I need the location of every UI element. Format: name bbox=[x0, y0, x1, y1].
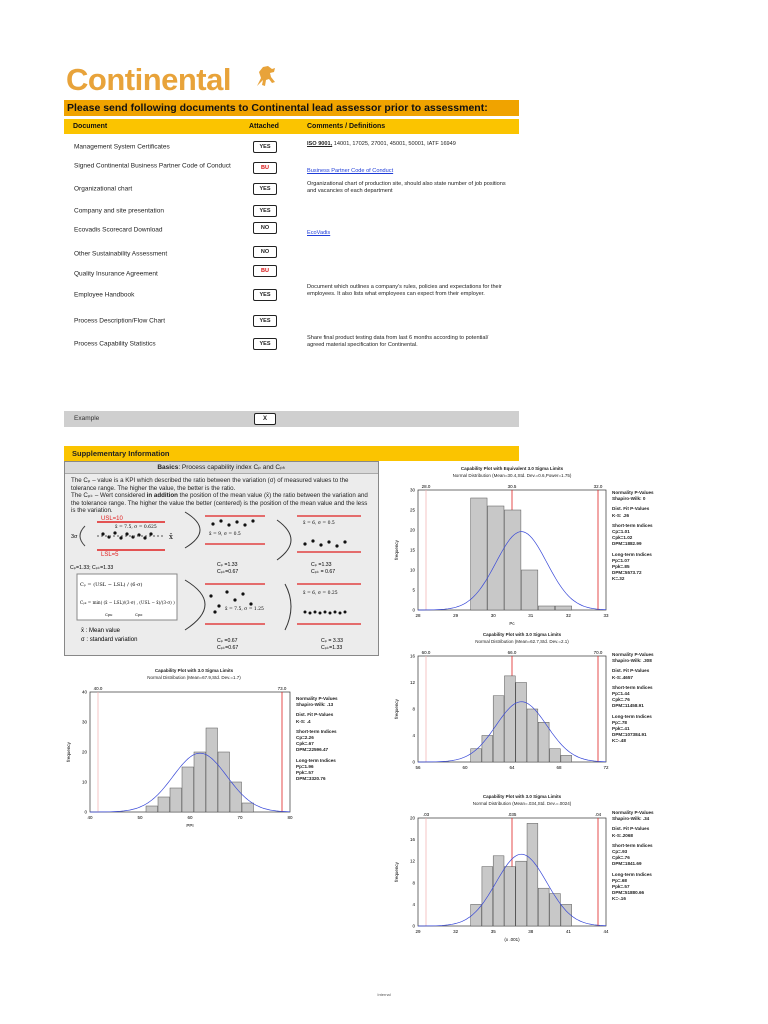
histogram-bar bbox=[482, 736, 493, 763]
sigma-label: 3σ bbox=[71, 534, 78, 540]
stat-line: DPM=1841.69 bbox=[612, 861, 642, 867]
spec-label: 60.0 bbox=[421, 650, 431, 655]
stat-line: Shapiro-Wilk: .34 bbox=[612, 816, 650, 822]
stat-line: Cpk=1.02 bbox=[612, 535, 633, 541]
chart-plot bbox=[392, 808, 612, 946]
diagram-case-5 bbox=[285, 584, 361, 651]
row-document: Other Sustainability Assessment bbox=[74, 250, 168, 258]
ecovadis-link[interactable]: EcoVadis bbox=[307, 230, 331, 236]
cpk4-label: Cₚₖ=0.67 bbox=[217, 645, 239, 651]
example-badge[interactable]: X bbox=[254, 413, 276, 425]
histogram-bar bbox=[504, 510, 520, 610]
stat-line: Normality P-Values bbox=[612, 490, 654, 495]
y-tick-label: 12 bbox=[409, 680, 415, 685]
histogram-bar bbox=[538, 606, 554, 610]
stat-line: Dist. Fit P-Values bbox=[612, 506, 650, 512]
histogram-bar bbox=[521, 570, 537, 610]
stat-line: K-S:.2068 bbox=[612, 832, 633, 838]
status-badge[interactable]: BU bbox=[253, 162, 277, 174]
legend-mean: x̄ : Mean value bbox=[81, 628, 121, 634]
stat-line: Short-term Indices bbox=[612, 522, 653, 528]
stat-line: DPM=11458.91 bbox=[612, 703, 644, 709]
cp2-label: Cₚ =1.33 bbox=[217, 562, 238, 568]
histogram-bar bbox=[504, 867, 515, 926]
table-row bbox=[64, 159, 519, 177]
spec-label: .04 bbox=[594, 812, 602, 817]
y-tick-label: 20 bbox=[409, 527, 415, 533]
y-tick-label: 0 bbox=[84, 809, 87, 815]
x-tick-label: 32 bbox=[453, 929, 459, 934]
para2-a: The Cₚₖ – Wert considered bbox=[71, 492, 147, 500]
basics-panel bbox=[64, 461, 379, 656]
stat-line: K-S: .4 bbox=[296, 718, 311, 724]
row-document: Employee Handbook bbox=[74, 291, 135, 299]
table-row bbox=[64, 221, 519, 239]
stat-line: Shapiro-Wilk: 0 bbox=[612, 496, 646, 502]
x-axis-label: PPI bbox=[186, 823, 194, 828]
status-badge[interactable]: YES bbox=[253, 183, 277, 195]
cpk2-label: Cₚₖ=0.67 bbox=[217, 569, 239, 575]
spec-label: 70.0 bbox=[593, 650, 603, 655]
chart-title: Capability Plot with Equivalent 3.0 Sigma Limits bbox=[460, 466, 564, 471]
stat-line: Ppk=.41 bbox=[612, 726, 630, 732]
y-axis-label: frequency bbox=[394, 699, 399, 719]
spec-label: 32.0 bbox=[593, 484, 603, 489]
capability-diagram bbox=[65, 506, 378, 656]
y-tick-label: 16 bbox=[409, 837, 415, 843]
chart-plot bbox=[64, 682, 296, 832]
table-row bbox=[64, 138, 519, 156]
case2-label: x̄ = 9, σ = 0.5 bbox=[209, 532, 241, 537]
cp4-label: Cₚ =0.67 bbox=[217, 638, 238, 644]
basics-para-1: The Cₚ – value is a KPI which described the ratio between the variation (σ) of measured values to the tolerance range. The higher the value, the better is the ratio. bbox=[71, 477, 349, 492]
spec-label: 40.0 bbox=[93, 686, 103, 691]
row-document: Management System Certificates bbox=[74, 143, 170, 151]
y-tick-label: 40 bbox=[81, 689, 87, 695]
histogram-bar bbox=[493, 696, 504, 762]
diagram-case-1 bbox=[70, 516, 173, 571]
cpu-label: Cpu bbox=[105, 612, 113, 617]
y-tick-label: 8 bbox=[412, 706, 415, 712]
cp5-label: Cₚ = 3.33 bbox=[321, 638, 343, 644]
y-axis-label: frequency bbox=[394, 540, 399, 560]
chart-plot bbox=[392, 480, 612, 630]
stat-line: Pp=.78 bbox=[612, 719, 627, 725]
diagram-case-2 bbox=[185, 512, 265, 575]
stat-line: K=.32 bbox=[612, 576, 625, 582]
cp3-label: Cₚ =1.33 bbox=[311, 562, 332, 568]
x-tick-label: 38 bbox=[528, 929, 534, 934]
y-axis-label: frequency bbox=[66, 742, 71, 762]
status-badge[interactable]: YES bbox=[253, 205, 277, 217]
x-tick-label: 72 bbox=[603, 765, 609, 770]
para2-bold: in addition bbox=[146, 492, 178, 500]
histogram-bar bbox=[488, 506, 504, 610]
formula-cp: Cₚ = (USL − LSL) / (6·σ) bbox=[80, 582, 143, 588]
chart-plot bbox=[392, 646, 612, 782]
histogram-bar bbox=[538, 888, 549, 926]
usl-label: USL=10 bbox=[101, 516, 123, 522]
row-document: Quality Insurance Agreement bbox=[74, 270, 158, 278]
row-comment: Share final product testing data from last 6 months according to potential/ agreed material specification for Continental. bbox=[307, 335, 489, 349]
y-tick-label: 30 bbox=[81, 719, 87, 725]
y-tick-label: 25 bbox=[409, 507, 415, 513]
row-comment: Document which outlines a company's rules, policies and expectations for their employees. It also lists what employees can expect from their employer. bbox=[307, 284, 502, 298]
status-badge[interactable]: YES bbox=[253, 338, 277, 350]
histogram-bar bbox=[555, 606, 571, 610]
stat-line: Cp=.93 bbox=[612, 849, 628, 855]
x-tick-label: 56 bbox=[415, 765, 421, 770]
code-of-conduct-link[interactable]: Business Partner Code of Conduct bbox=[307, 168, 394, 174]
x-axis-label: (x .001) bbox=[504, 937, 520, 942]
x-tick-label: 35 bbox=[490, 929, 496, 934]
histogram-bar bbox=[146, 806, 158, 812]
stat-line: Pp=1.44 bbox=[612, 691, 630, 697]
case4-label: x̄ = 7.5, σ = 1.25 bbox=[225, 607, 264, 612]
basics-title-bold: Basics bbox=[157, 464, 179, 471]
chart-stats bbox=[612, 810, 654, 903]
cp1-label: Cₚ=1.33; Cₚₖ=1.33 bbox=[70, 565, 114, 571]
chart-stats bbox=[296, 696, 338, 782]
histogram-bar bbox=[561, 904, 572, 926]
xbar-label: x̄ bbox=[169, 533, 173, 541]
spec-label: .03 bbox=[422, 812, 430, 817]
histogram-bar bbox=[527, 709, 538, 762]
y-tick-label: 10 bbox=[81, 779, 87, 785]
header-document: Document bbox=[73, 123, 108, 130]
cpo-label: Cpo bbox=[135, 612, 143, 617]
stat-line: Dist. Fit P-Values bbox=[296, 712, 334, 718]
row-document: Process Capability Statistics bbox=[74, 340, 156, 348]
histogram-bar bbox=[182, 767, 194, 812]
stat-line: Long-term Indices bbox=[612, 871, 652, 877]
histogram-bar bbox=[504, 676, 515, 762]
header-attached: Attached bbox=[249, 123, 279, 130]
row-comment bbox=[307, 141, 507, 148]
capability-chart-4 bbox=[392, 794, 692, 944]
iso-label: ISO 9001, bbox=[307, 141, 333, 147]
x-tick-label: 80 bbox=[287, 815, 293, 820]
chart-subtitle: Normal Distribution (Mean=62.7,Std. Dev.=2.1) bbox=[475, 639, 569, 644]
brand-name: Continental bbox=[66, 62, 231, 97]
status-badge[interactable]: YES bbox=[253, 315, 277, 327]
x-tick-label: 64 bbox=[509, 765, 515, 770]
x-tick-label: 33 bbox=[603, 613, 609, 618]
y-tick-label: 12 bbox=[409, 858, 415, 864]
row-comment: Organizational chart of production site, should also state number of job positions and vacancies of each department bbox=[307, 181, 506, 195]
x-tick-label: 31 bbox=[528, 613, 534, 618]
status-badge[interactable]: YES bbox=[253, 141, 277, 153]
chart-title: Capability Plot with 3.0 Sigma Limits bbox=[482, 632, 562, 637]
header-comments: Comments / Definitions bbox=[307, 123, 386, 130]
capability-chart-2 bbox=[64, 668, 380, 832]
table-row bbox=[64, 334, 519, 352]
table-row bbox=[64, 284, 519, 302]
x-tick-label: 41 bbox=[565, 929, 571, 934]
stat-line: Cp=1.01 bbox=[612, 529, 630, 535]
continental-logo bbox=[66, 62, 286, 98]
histogram-bar bbox=[230, 782, 242, 812]
row-document: Company and site presentation bbox=[74, 207, 164, 215]
example-row bbox=[64, 411, 519, 427]
histogram-bar bbox=[550, 894, 561, 926]
table-row bbox=[64, 180, 519, 198]
x-axis-label: Pc bbox=[509, 621, 515, 626]
y-tick-label: 20 bbox=[81, 749, 87, 755]
histogram-bar bbox=[158, 797, 170, 812]
stat-line: Shapiro-Wilk: .13 bbox=[296, 702, 334, 708]
stat-line: Normality P-Values bbox=[296, 696, 338, 701]
row-document: Ecovadis Scorecard Download bbox=[74, 226, 163, 234]
footer-classification: Internal bbox=[377, 992, 391, 997]
chart-subtitle: Normal Distribution (Mean=30.4,Std. Dev.=0.6,Power=1.75) bbox=[452, 473, 572, 478]
x-tick-label: 44 bbox=[603, 929, 609, 934]
stat-line: Cpk=.67 bbox=[296, 741, 314, 747]
stat-line: K=-.48 bbox=[612, 738, 626, 744]
row-comment-text: 14001, 17025, 27001, 45001, 50001, IATF 16949 bbox=[332, 141, 456, 147]
basics-title bbox=[65, 462, 378, 474]
legend-sigma: σ : standard variation bbox=[81, 637, 138, 643]
x-tick-label: 60 bbox=[187, 815, 193, 820]
stat-line: DPM=1882.99 bbox=[612, 541, 642, 547]
x-tick-label: 40 bbox=[87, 815, 93, 820]
y-tick-label: 0 bbox=[412, 923, 415, 929]
histogram-bar bbox=[516, 861, 527, 926]
table-row bbox=[64, 202, 519, 220]
stat-line: Cpk=.76 bbox=[612, 697, 630, 703]
table-row bbox=[64, 312, 519, 330]
y-tick-label: 8 bbox=[412, 880, 415, 886]
stat-line: Pp=1.96 bbox=[296, 763, 314, 769]
stat-line: Long-term Indices bbox=[296, 757, 336, 763]
stat-line: Cp=2.26 bbox=[296, 735, 314, 741]
stat-line: Pp=1.07 bbox=[612, 557, 630, 563]
stat-line: K-S: .26 bbox=[612, 512, 630, 518]
chart-subtitle: Normal Distribution (Mean=67.9,Std. Dev.=1.7) bbox=[147, 675, 241, 680]
stat-line: Long-term Indices bbox=[612, 713, 652, 719]
row-document: Signed Continental Business Partner Code of Conduct bbox=[74, 162, 231, 170]
x-tick-label: 50 bbox=[137, 815, 143, 820]
status-badge[interactable]: NO bbox=[253, 246, 277, 258]
x-tick-label: 30 bbox=[490, 613, 496, 618]
spec-label: .035 bbox=[507, 812, 517, 817]
basics-title-text: : Process capability index Cₚ and Cₚₖ bbox=[178, 464, 286, 471]
histogram-bar bbox=[194, 752, 206, 812]
histogram-bar bbox=[218, 752, 230, 812]
example-label: Example bbox=[74, 415, 100, 422]
chart-stats bbox=[612, 490, 654, 583]
x-tick-label: 32 bbox=[565, 613, 571, 618]
y-tick-label: 4 bbox=[412, 901, 415, 907]
y-tick-label: 0 bbox=[412, 607, 415, 613]
stat-line: Normality P-Values bbox=[612, 652, 654, 657]
chart-subtitle: Normal Distribution (Mean=.034,Std. Dev.=.0024) bbox=[472, 801, 572, 806]
stat-line: Cpk=.76 bbox=[612, 855, 630, 861]
capability-chart-1 bbox=[392, 466, 662, 626]
y-tick-label: 15 bbox=[409, 547, 415, 553]
histogram-bar bbox=[550, 749, 561, 762]
formula-cpk: Cₚₖ = min( (x̄ − LSL)/(3·σ) , (USL − x̄)/(3·σ) ) bbox=[80, 600, 175, 605]
cpk3-label: Cₚₖ = 0.67 bbox=[311, 569, 336, 575]
formula-box bbox=[77, 574, 177, 643]
histogram-bar bbox=[516, 683, 527, 763]
y-tick-label: 0 bbox=[412, 759, 415, 765]
supplementary-heading: Supplementary Information bbox=[64, 446, 519, 461]
y-tick-label: 4 bbox=[412, 733, 415, 738]
stat-line: DPM=107384.91 bbox=[612, 732, 647, 738]
histogram-bar bbox=[206, 728, 218, 812]
histogram-bar bbox=[538, 722, 549, 762]
status-badge[interactable]: BU bbox=[253, 265, 277, 277]
case3-label: x̄ = 6, σ = 0.5 bbox=[303, 521, 335, 526]
case1-label: x̄ = 7.5, σ = 0.625 bbox=[115, 525, 157, 530]
stat-line: DPM=5573.72 bbox=[612, 570, 642, 576]
histogram-bar bbox=[561, 755, 572, 762]
stat-line: Dist. Fit P-Values bbox=[612, 668, 650, 674]
x-tick-label: 29 bbox=[415, 929, 421, 934]
stat-line: Short-term Indices bbox=[296, 728, 337, 734]
stat-line: Normality P-Values bbox=[612, 810, 654, 815]
x-tick-label: 29 bbox=[453, 613, 459, 618]
histogram-bar bbox=[527, 823, 538, 926]
diagram-case-3 bbox=[277, 516, 361, 575]
histogram-bar bbox=[471, 498, 487, 610]
y-tick-label: 20 bbox=[409, 815, 415, 821]
stat-line: Pp=.68 bbox=[612, 877, 627, 883]
x-tick-label: 70 bbox=[237, 815, 243, 820]
y-tick-label: 16 bbox=[409, 653, 415, 659]
spec-label: 28.0 bbox=[421, 484, 431, 489]
spec-label: 66.0 bbox=[507, 650, 517, 655]
chart-stats bbox=[612, 652, 654, 745]
histogram-bar bbox=[242, 803, 254, 812]
y-tick-label: 10 bbox=[409, 567, 415, 573]
y-tick-label: 5 bbox=[412, 587, 415, 593]
stat-line: K=-.16 bbox=[612, 896, 626, 902]
stat-line: Shapiro-Wilk: .308 bbox=[612, 658, 652, 664]
stat-line: Short-term Indices bbox=[612, 842, 653, 848]
stat-line: DPM=51880.66 bbox=[612, 890, 645, 896]
status-badge[interactable]: NO bbox=[253, 222, 277, 234]
stat-line: DPM=22596.47 bbox=[296, 747, 329, 753]
diagram-case-4 bbox=[185, 580, 265, 651]
table-row bbox=[64, 263, 519, 281]
stat-line: Ppk=.57 bbox=[296, 770, 314, 776]
lsl-label: LSL=5 bbox=[101, 552, 119, 558]
row-document: Organizational chart bbox=[74, 185, 133, 193]
chart-title: Capability Plot with 3.0 Sigma Limits bbox=[482, 794, 562, 799]
x-tick-label: 28 bbox=[415, 613, 421, 618]
histogram-bar bbox=[493, 856, 504, 926]
capability-chart-3 bbox=[392, 632, 692, 780]
spec-label: 30.5 bbox=[507, 484, 517, 489]
y-tick-label: 30 bbox=[409, 487, 415, 493]
row-document: Process Description/Flow Chart bbox=[74, 317, 166, 325]
stat-line: DPM=3320.76 bbox=[296, 776, 326, 782]
table-header bbox=[64, 119, 519, 134]
table-row bbox=[64, 243, 519, 261]
stat-line: Long-term Indices bbox=[612, 551, 652, 557]
para2-b: the position of the mean value (x̄) the ratio between the variation and the tolerance range. The higher the value the better (centered) is the position of the mean value and the less is the variation. bbox=[71, 492, 368, 515]
stat-line: Ppk=.57 bbox=[612, 884, 630, 890]
histogram-bar bbox=[471, 749, 482, 762]
chart-title: Capability Plot with 3.0 Sigma Limits bbox=[154, 668, 234, 673]
stat-line: Dist. Fit P-Values bbox=[612, 826, 650, 832]
x-tick-label: 60 bbox=[462, 765, 468, 770]
stat-line: Short-term Indices bbox=[612, 684, 653, 690]
cpk5-label: Cₚₖ=1.33 bbox=[321, 645, 343, 651]
stat-line: K-S:.4657 bbox=[612, 674, 633, 680]
x-tick-label: 68 bbox=[556, 765, 562, 770]
horse-icon bbox=[254, 64, 278, 90]
request-heading: Please send following documents to Continental lead assessor prior to assessment: bbox=[64, 100, 519, 116]
histogram-bar bbox=[170, 788, 182, 812]
spec-label: 73.0 bbox=[277, 686, 287, 691]
y-axis-label: frequency bbox=[394, 862, 399, 882]
case5-label: x̄ = 6, σ = 0.25 bbox=[303, 591, 338, 596]
status-badge[interactable]: YES bbox=[253, 289, 277, 301]
stat-line: Ppk=.85 bbox=[612, 564, 630, 570]
